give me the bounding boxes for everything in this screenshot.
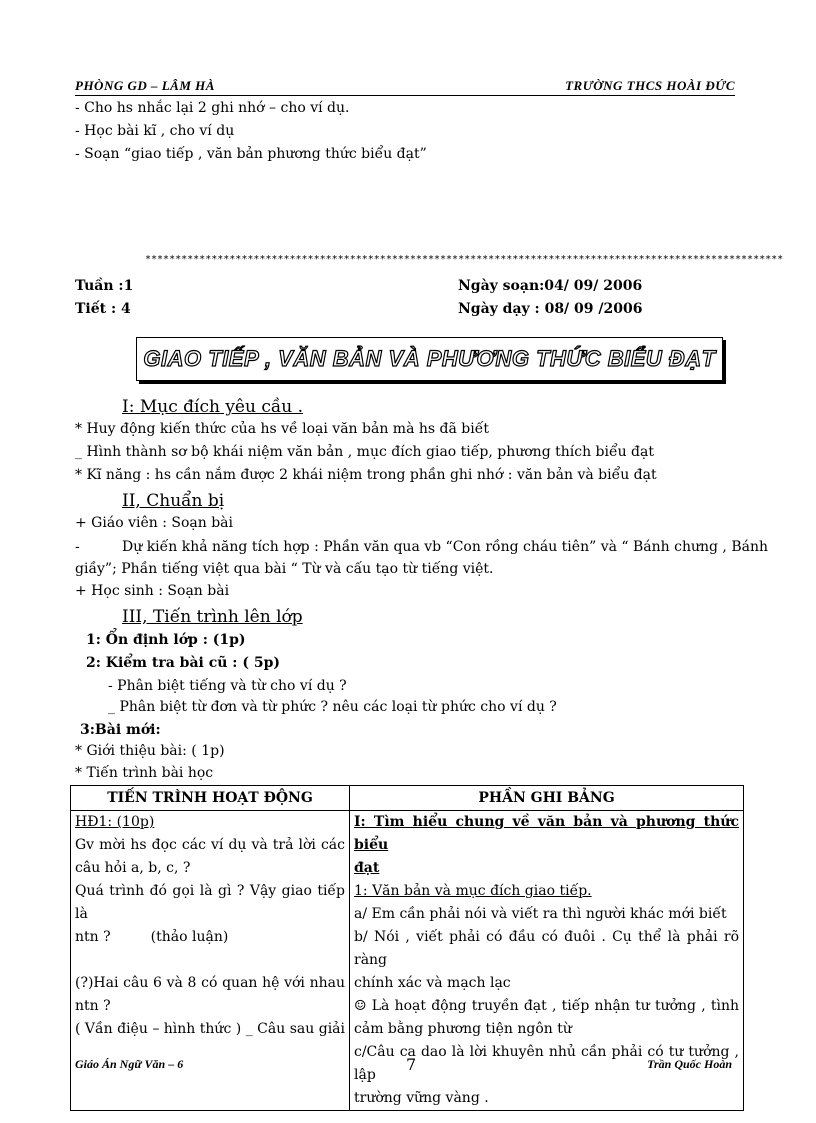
header-rule [75,95,735,96]
header-school-name: TRƯỜNG THCS HOÀI ĐỨC [565,78,735,93]
intro-line-2: - Học bài kĩ , cho ví dụ [75,123,235,139]
teach-date: Ngày dạy : 08/ 09 /2006 [458,301,643,317]
section-3-heading: III, Tiến trình lên lớp [122,607,303,627]
board-line: chính xác và mạch lạc [354,975,511,991]
board-line: ☺ Là hoạt động truyền đạt , tiếp nhận tư tưởng , tình [354,998,739,1014]
section-1-heading: I: Mục đích yêu cầu . [122,397,304,417]
header-school-district: PHÒNG GD – LÂM HÀ [75,78,215,93]
period-label: Tiết : 4 [75,301,131,317]
prep-integration-2: giầy”; Phần tiếng việt qua bài “ Từ và cấu tạo từ tiếng việt. [75,561,494,577]
activity-line: Gv mời hs đọc các ví dụ và trả lời các [75,837,345,853]
prep-date: Ngày soạn:04/ 09/ 2006 [458,278,643,294]
board-line: b/ Nói , viết phải có đầu có đuôi . Cụ thể là phải rõ ràng [354,929,739,968]
footer-book-title: Giáo Án Ngữ Văn – 6 [75,1057,184,1071]
prep-dash: - [75,539,80,555]
week-label: Tuần :1 [75,278,134,294]
board-line: c/Câu ca dao là lời khuyên nhủ cần phải có tư tưởng , lập [354,1044,739,1083]
objective-line-1: * Huy động kiến thức của hs về loại văn bản mà hs đã biết [75,421,489,437]
activity-spacer [75,949,345,972]
smiley-icon: ☺ [354,998,372,1014]
board-subheading: 1: Văn bản và mục đích giao tiếp. [354,883,592,899]
step-1: 1: Ổn định lớp : (1p) [86,632,246,648]
activity-hd1: HĐ1: (10p) [75,814,155,830]
activity-line: ntn ? [75,998,111,1014]
lesson-process: * Tiến trình bài học [75,765,214,781]
intro-lesson: * Giới thiệu bài: ( 1p) [75,743,225,759]
activity-line: Quá trình đó gọi là gì ? Vậy giao tiếp là [75,883,345,922]
board-line: cảm bằng phương tiện ngôn từ [354,1021,572,1037]
step-3: 3:Bài mới: [80,722,161,738]
board-heading: I: Tìm hiểu chung về văn bản và phương thức biểu [354,814,739,853]
objective-line-3: * Kĩ năng : hs cần nắm được 2 khái niệm trong phần ghi nhớ : văn bản và biểu đạt [75,467,657,483]
review-question-1: - Phân biệt tiếng và từ cho ví dụ ? [108,678,347,694]
board-heading-cont: đạt [354,860,380,876]
activity-line: ( Vần điệu – hình thức ) _ Câu sau giải [75,1021,345,1037]
footer-author: Trần Quốc Hoàn [647,1057,732,1071]
activity-line: câu hỏi a, b, c, ? [75,860,191,876]
star-separator: ********************************************************************************************************** [145,254,784,265]
prep-student: + Học sinh : Soạn bài [75,583,230,599]
lesson-title: GIAO TIẾP , VĂN BẢN VÀ PHƯƠNG THỨC BIỂU ĐẠT [143,346,716,371]
intro-line-3: - Soạn “giao tiếp , văn bản phương thức biểu đạt” [75,146,427,162]
board-line: trường vững vàng . [354,1090,489,1106]
step-2: 2: Kiểm tra bài cũ : ( 5p) [86,655,280,671]
lesson-title-box [136,337,723,381]
table-header-board: PHẦN GHI BẢNG [350,786,744,811]
review-question-2: _ Phân biệt từ đơn và từ phức ? nêu các loại từ phức cho ví dụ ? [108,699,557,715]
section-2-heading: II, Chuẩn bị [122,491,225,511]
intro-line-1: - Cho hs nhắc lại 2 ghi nhớ – cho ví dụ. [75,100,350,116]
prep-integration-1: Dự kiến khả năng tích hợp : Phần văn qua vb “Con rồng cháu tiên” và “ Bánh chưng , Bánh [122,539,768,555]
board-line: a/ Em cần phải nói và viết ra thì người khác mới biết [354,906,727,922]
table-header-activities: TIẾN TRÌNH HOẠT ĐỘNG [71,786,350,811]
objective-line-2: _ Hình thành sơ bộ khái niệm văn bản , mục đích giao tiếp, phương thích biểu đạt [75,444,654,460]
activity-line: (?)Hai câu 6 và 8 có quan hệ với nhau [75,975,345,991]
activity-line: ntn ? (thảo luận) [75,929,229,945]
page-number: 7 [406,1055,417,1074]
prep-teacher: + Giáo viên : Soạn bài [75,515,233,531]
